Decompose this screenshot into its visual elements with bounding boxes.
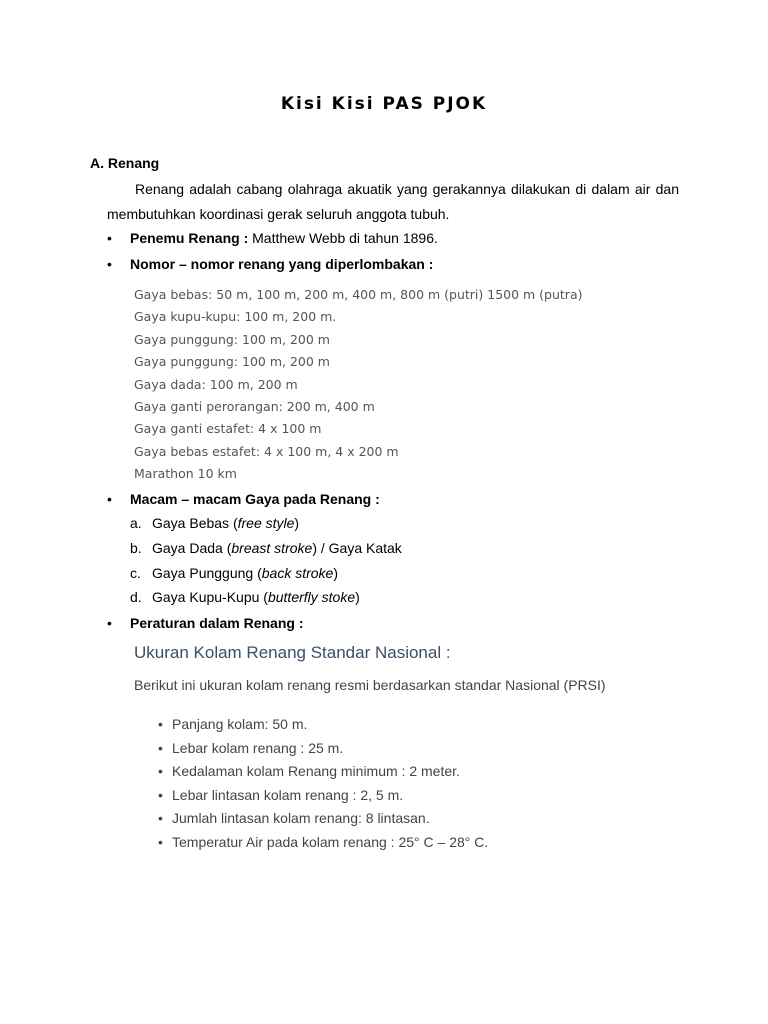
kolam-item: • Kedalaman kolam Renang minimum : 2 meter. — [158, 760, 488, 784]
nomor-item: Gaya punggung: 100 m, 200 m — [134, 354, 330, 370]
nomor-item: Gaya dada: 100 m, 200 m — [134, 376, 298, 392]
bullet-icon: • — [107, 491, 112, 507]
peraturan-label: Peraturan dalam Renang : — [130, 615, 304, 631]
macam-label: Macam – macam Gaya pada Renang : — [130, 491, 380, 507]
nomor-list — [134, 284, 583, 486]
document-title: Kisi Kisi PAS PJOK — [280, 94, 488, 114]
kolam-item: • Panjang kolam: 50 m. — [158, 713, 488, 737]
kolam-list — [158, 713, 488, 854]
nomor-item: Marathon 10 km — [134, 466, 237, 482]
intro-paragraph: Renang adalah cabang olahraga akuatik yang gerakannya dilakukan di dalam air dan membutuhkan koordinasi gerak seluruh anggota tubuh. — [107, 181, 679, 222]
nomor-item: Gaya bebas: 50 m, 100 m, 200 m, 400 m, 800 m (putri) 1500 m (putra) — [134, 287, 583, 302]
kolam-item: • Jumlah lintasan kolam renang: 8 lintasan. — [158, 807, 488, 831]
nomor-item: Gaya ganti estafet: 4 x 100 m — [134, 421, 322, 437]
macam-item: c. Gaya Punggung (back stroke) — [130, 565, 339, 581]
nomor-item: Gaya ganti perorangan: 200 m, 400 m — [134, 399, 375, 415]
bullet-icon: • — [107, 230, 112, 246]
macam-item: d. Gaya Kupu-Kupu (butterfly stoke) — [130, 589, 360, 605]
bullet-icon: • — [107, 256, 112, 272]
nomor-item: Gaya punggung: 100 m, 200 m — [134, 331, 330, 347]
section-heading: A. Renang — [90, 155, 160, 171]
macam-item: b. Gaya Dada (breast stroke) / Gaya Katak — [130, 540, 402, 556]
nomor-item: Gaya bebas estafet: 4 x 100 m, 4 x 200 m — [134, 443, 399, 459]
kolam-item: • Temperatur Air pada kolam renang : 25° C – 28° C. — [158, 831, 488, 855]
kolam-item: • Lebar lintasan kolam renang : 2, 5 m. — [158, 784, 488, 808]
kolam-subtitle: Berikut ini ukuran kolam renang resmi berdasarkan standar Nasional (PRSI) — [134, 677, 606, 693]
nomor-item: Gaya kupu-kupu: 100 m, 200 m. — [134, 309, 337, 325]
penemu-label: Penemu Renang : — [130, 230, 249, 246]
kolam-heading: Ukuran Kolam Renang Standar Nasional : — [134, 643, 451, 662]
macam-item: a. Gaya Bebas (free style) — [130, 515, 300, 531]
penemu-value: Matthew Webb di tahun 1896. — [248, 230, 438, 246]
bullet-icon: • — [107, 615, 112, 631]
kolam-item: • Lebar kolam renang : 25 m. — [158, 737, 488, 761]
nomor-label: Nomor – nomor renang yang diperlombakan : — [130, 256, 434, 272]
